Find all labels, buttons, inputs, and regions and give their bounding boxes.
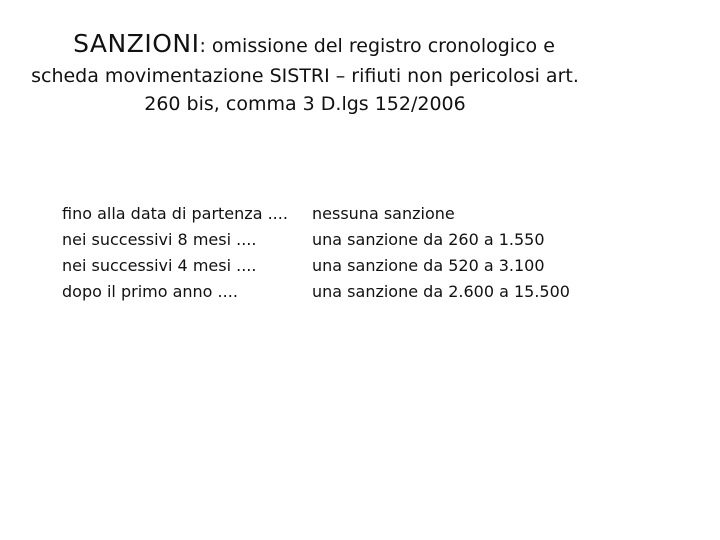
title-rest: : omissione del registro cronologico e: [199, 35, 555, 57]
title-line-3: 260 bis, comma 3 D.lgs 152/2006: [144, 93, 466, 115]
title-line-2: scheda movimentazione SISTRI – rifiuti non pericolosi art.: [31, 65, 579, 87]
period-cell: dopo il primo anno ....: [62, 282, 238, 301]
period-cell: nei successivi 4 mesi ....: [62, 256, 257, 275]
sanction-cell: nessuna sanzione: [312, 204, 455, 223]
sanction-cell: una sanzione da 260 a 1.550: [312, 230, 545, 249]
title-keyword: SANZIONI: [73, 29, 200, 58]
sanction-cell: una sanzione da 2.600 a 15.500: [312, 282, 570, 301]
period-cell: fino alla data di partenza ....: [62, 204, 288, 223]
sanction-cell: una sanzione da 520 a 3.100: [312, 256, 545, 275]
period-cell: nei successivi 8 mesi ....: [62, 230, 257, 249]
title-line-1: [4, 31, 624, 56]
